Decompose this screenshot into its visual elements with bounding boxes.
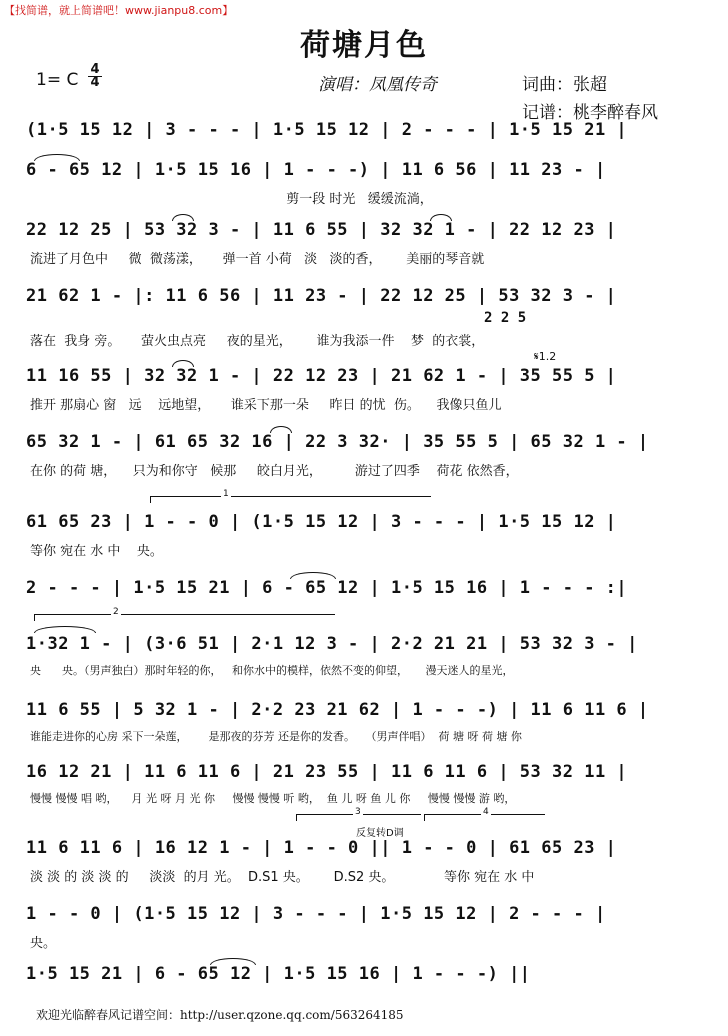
volta-number: 1 [223,489,229,499]
volta-bracket [296,807,421,821]
score-lyrics: 在你 的荷 塘， 只为和你守 候那 皎白月光， 游过了四季 荷花 依然香， [30,464,519,479]
score-lyrics: 等你 宛在 水 中 央。 [30,544,163,559]
score-notes: 2 - - - | 1·5 15 21 | 6 - 65 12 | 1·5 15 16 | 1 - - - :| [26,578,628,598]
score-notes: 61 65 23 | 1 - - 0 | (1·5 15 12 | 3 - - - | 1·5 15 12 | [26,512,617,532]
footer-credit[interactable]: 欢迎光临醉春风记谱空间：http://user.qzone.qq.com/563264185 [36,1008,404,1022]
score-notes: 11 6 55 | 5 32 1 - | 2·2 23 21 62 | 1 - - -) | 11 6 11 6 | [26,700,649,720]
alternate-notes: 2 2 5 [484,310,527,326]
volta-number: 2 [113,607,119,617]
song-title: 荷塘月色 [300,28,428,63]
volta-bracket [150,489,431,503]
volta-number: 3 [355,807,361,817]
slur-mark [34,626,96,633]
score-notes: 11 6 11 6 | 16 12 1 - | 1 - - 0 || 1 - - 0 | 61 65 23 | [26,838,617,858]
score-notes: (1·5 15 12 | 3 - - - | 1·5 15 12 | 2 - - - | 1·5 15 21 | [26,120,628,140]
score-notes: 1 - - 0 | (1·5 15 12 | 3 - - - | 1·5 15 12 | 2 - - - | [26,904,606,924]
score-lyrics: 慢慢 慢慢 唱 哟， 月 光 呀 月 光 你 慢慢 慢慢 听 哟， 鱼 儿 呀 鱼 儿 你 慢慢 慢慢 游 哟， [30,792,516,805]
score-notes: 1·5 15 21 | 6 - 65 12 | 1·5 15 16 | 1 - - -) || [26,964,531,984]
time-signature-bottom: 4 [88,76,102,89]
score-lyrics: 推开 那扇心 窗 远 远地望， 谁采下那一朵 昨日 的忧 伤。 我像只鱼儿 [30,398,502,413]
score-notes: 65 32 1 - | 61 65 32 16 | 22 3 32· | 35 55 5 | 65 32 1 - | [26,432,649,452]
volta-bracket [34,607,335,621]
score-notes: 11 16 55 | 32 32 1 - | 22 12 23 | 21 62 1 - | 35 55 5 | [26,366,617,386]
score-notes: 1·32 1 - | (3·6 51 | 2·1 12 3 - | 2·2 21 21 | 53 32 3 - | [26,634,638,654]
singer-credit: 演唱：凤凰传奇 [318,75,437,95]
volta-bracket [424,807,545,821]
score-lyrics: 落在 我身 旁。 萤火虫点亮 夜的星光， 谁为我添一件 梦 的衣裳， [30,334,485,349]
key-signature: 1= C [36,70,79,90]
repeat-instruction: 反复转D调 [356,828,404,839]
volta-number: 4 [483,807,489,817]
score-lyrics: 央。 [30,936,57,951]
score-lyrics: 谁能走进你的心房 采下一朵莲， 是那夜的芬芳 还是你的发香。 （男声伴唱） 荷 塘 呀 荷 塘 你 [30,730,522,743]
score-lyrics: 剪一段 时光 缓缓流淌， [30,192,433,207]
time-signature [88,64,102,89]
segno-mark: 𝄋1.2 [534,350,557,363]
time-signature-top: 4 [90,62,100,77]
score-notes: 22 12 25 | 53 32 3 - | 11 6 55 | 32 32 1 - | 22 12 23 | [26,220,617,240]
site-banner[interactable]: 【找简谱，就上简谱吧！www.jianpu8.com】 [4,4,234,17]
score-lyrics: 淡 淡 的 淡 淡 的 淡淡 的月 光。 D.S1 央。 D.S2 央。 等你 宛在 水 中 [30,870,535,885]
score-lyrics: 流进了月色中 微 微荡漾， 弹一首 小荷 淡 淡的香， 美丽的琴音就 [30,252,485,267]
composer-credit: 词曲：张超 [522,75,607,95]
score-notes: 16 12 21 | 11 6 11 6 | 21 23 55 | 11 6 11 6 | 53 32 11 | [26,762,628,782]
score-notes: 21 62 1 - |: 11 6 56 | 11 23 - | 22 12 25 | 53 32 3 - | [26,286,617,306]
transcriber-credit: 记谱：桃李醉春风 [522,103,658,123]
score-notes: 6 - 65 12 | 1·5 15 16 | 1 - - -) | 11 6 56 | 11 23 - | [26,160,606,180]
score-lyrics: 央 央。（男声独白）那时年轻的你， 和你水中的模样，依然不变的仰望， 漫天迷人的星光， [30,664,514,677]
